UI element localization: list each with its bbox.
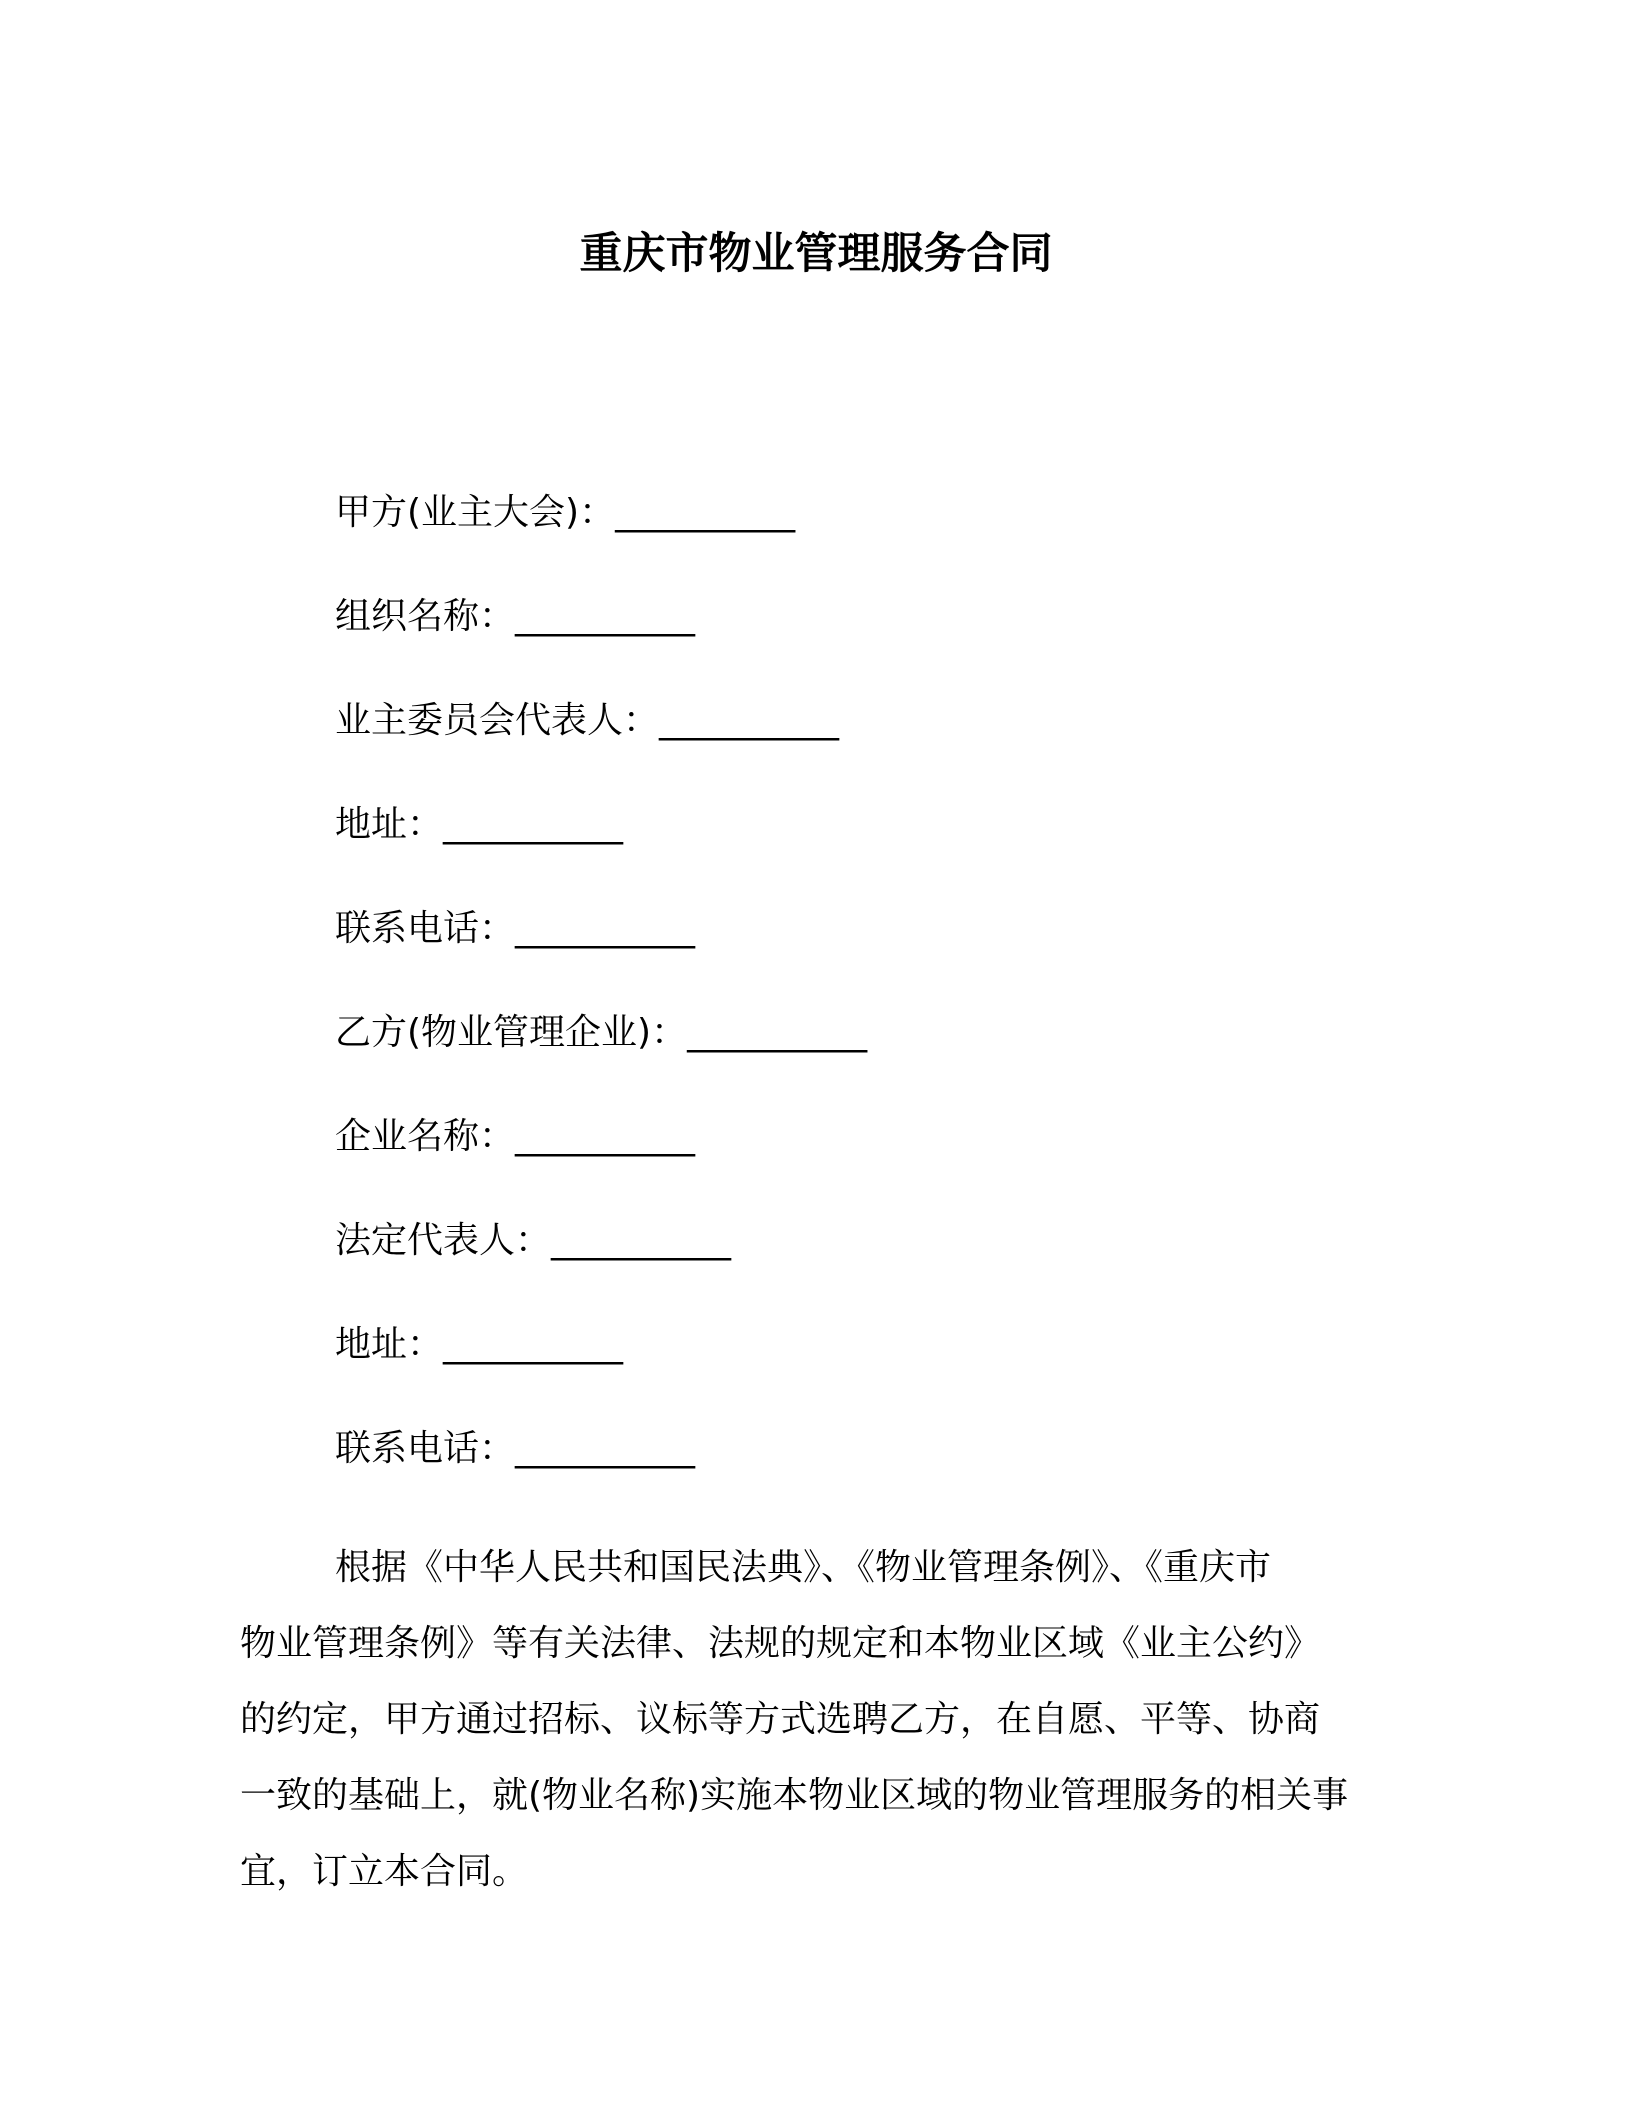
owners-committee-representative-field: 业主委员会代表人：__________ <box>335 700 840 741</box>
party-a-address-field: 地址：__________ <box>335 804 624 845</box>
preamble-paragraph <box>240 1530 1400 1910</box>
document-title: 重庆市物业管理服务合同 <box>579 229 1053 279</box>
party-b-address-field: 地址：__________ <box>335 1324 624 1365</box>
preamble-line: 根据《中华人民共和国民法典》、《物业管理条例》、《重庆市 <box>335 1547 1272 1588</box>
preamble-line: 一致的基础上，就(物业名称)实施本物业区域的物业管理服务的相关事 <box>240 1775 1349 1816</box>
preamble-line: 物业管理条例》等有关法律、法规的规定和本物业区域《业主公约》 <box>240 1623 1321 1664</box>
preamble-line: 宜，订立本合同。 <box>240 1851 529 1892</box>
organization-name-field: 组织名称：__________ <box>335 596 696 637</box>
enterprise-name-field: 企业名称：__________ <box>335 1116 696 1157</box>
party-b-field: 乙方(物业管理企业)：__________ <box>335 1012 868 1053</box>
party-a-phone-field: 联系电话：__________ <box>335 908 696 949</box>
legal-representative-field: 法定代表人：__________ <box>335 1220 732 1261</box>
party-b-phone-field: 联系电话：__________ <box>335 1428 696 1469</box>
party-fields <box>335 488 1435 1528</box>
preamble-line: 的约定，甲方通过招标、议标等方式选聘乙方，在自愿、平等、协商 <box>240 1699 1321 1740</box>
party-a-field: 甲方(业主大会)：__________ <box>335 492 796 533</box>
